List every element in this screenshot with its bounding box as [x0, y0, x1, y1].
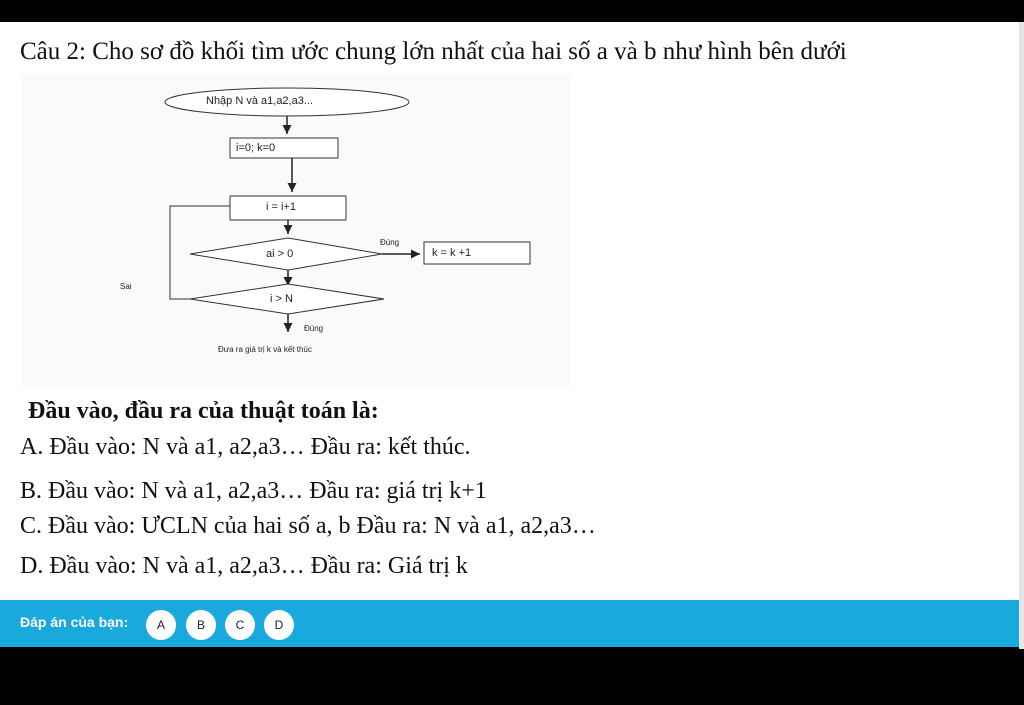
option-d: D. Đầu vào: N và a1, a2,a3… Đầu ra: Giá trị k [20, 553, 468, 579]
option-a: A. Đầu vào: N và a1, a2,a3… Đầu ra: kết thúc. [20, 434, 471, 460]
cond2-yes-label: Đúng [304, 324, 324, 333]
answer-bar [0, 600, 1019, 647]
cond1-yes-label: Đúng [380, 238, 400, 247]
increment-label: i = i+1 [266, 201, 296, 213]
init-label: i=0; k=0 [236, 142, 276, 154]
option-c: C. Đầu vào: ƯCLN của hai số a, b Đầu ra: N và a1, a2,a3… [20, 513, 596, 539]
answer-label: Đáp án của bạn: [20, 614, 129, 630]
output-label: Đưa ra giá trị k và kết thúc [218, 345, 312, 354]
no-label: Sai [120, 282, 132, 291]
choice-d-button[interactable]: D [264, 610, 294, 640]
choice-b-button[interactable]: B [186, 610, 216, 640]
choice-a-button[interactable]: A [146, 610, 176, 640]
question-title: Câu 2: Cho sơ đồ khối tìm ước chung lớn nhất của hai số a và b như hình bên dưới [20, 38, 847, 65]
choice-c-button[interactable]: C [225, 610, 255, 640]
flowchart [22, 74, 570, 388]
input-label: Nhập N và a1,a2,a3... [206, 95, 314, 107]
cond1-label: ai > 0 [266, 248, 294, 260]
scroll-edge [1019, 22, 1024, 649]
cond2-label: i > N [270, 293, 293, 305]
count-label: k = k +1 [432, 247, 472, 259]
flowchart-graphic [22, 74, 570, 388]
question-subtitle: Đầu vào, đầu ra của thuật toán là: [28, 398, 379, 424]
option-b: B. Đầu vào: N và a1, a2,a3… Đầu ra: giá trị k+1 [20, 478, 487, 504]
